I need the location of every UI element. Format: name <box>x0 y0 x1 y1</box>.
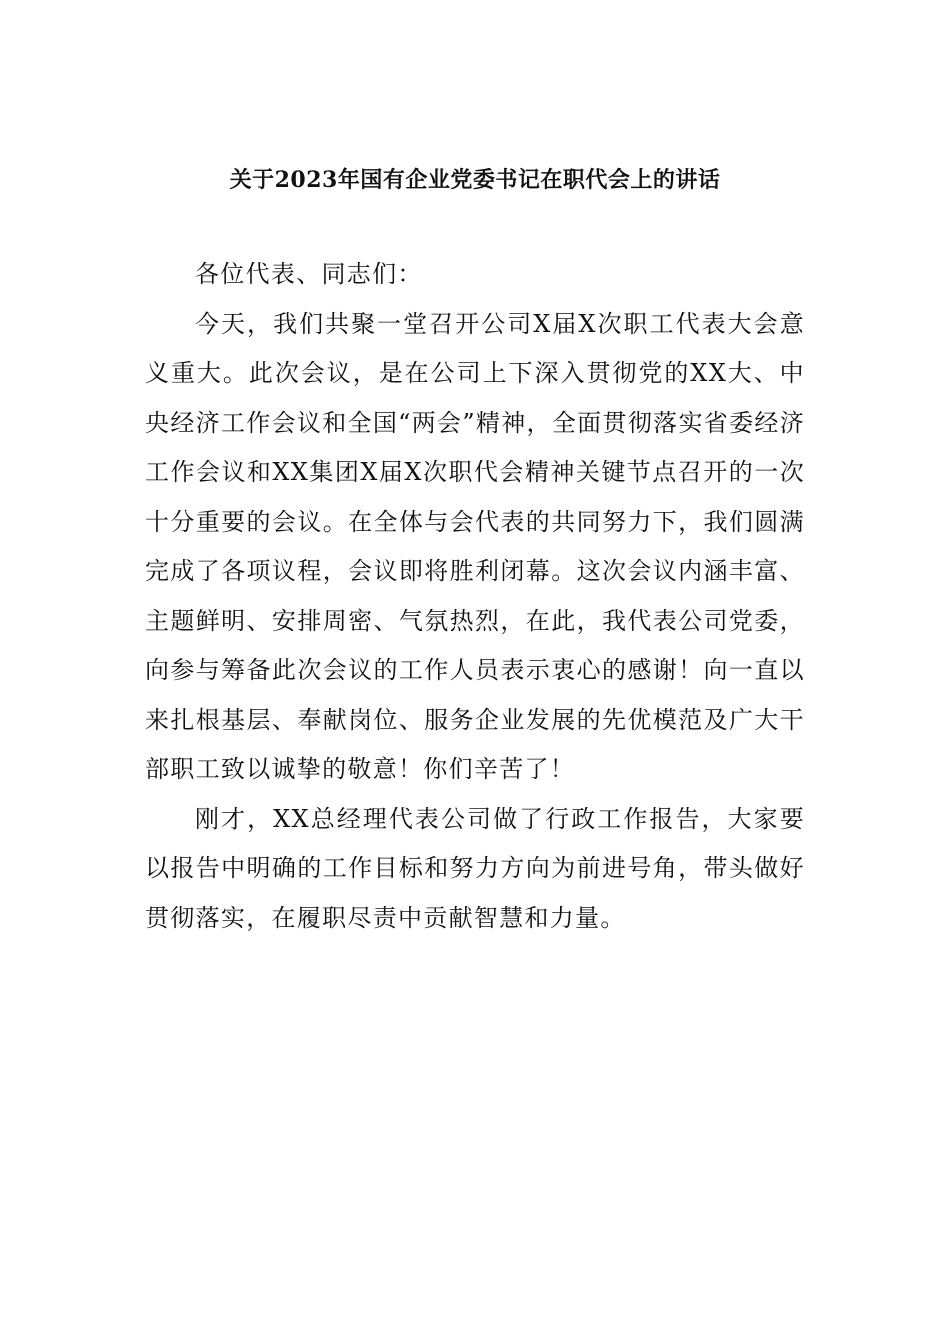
document-title: 关于2023年国有企业党委书记在职代会上的讲话 <box>229 167 721 193</box>
document-body <box>145 250 805 943</box>
paragraph-salutation: 各位代表、同志们： <box>195 260 423 288</box>
paragraph-opening: 今天，我们共聚一堂召开公司X届X次职工代表大会意义重大。此次会议，是在公司上下深入贯彻党的XX大、中央经济工作会议和全国“两会”精神，全面贯彻落实省委经济工作会议和XX集团X届X次职代会精神关键节点召开的一次十分重要的会议。在全体与会代表的共同努力下，我们圆满完成了各项议程，会议即将胜利闭幕。这次会议内涵丰富、主题鲜明、安排周密、气氛热烈，在此，我代表公司党委，向参与筹备此次会议的工作人员表示衷心的感谢！向一直以来扎根基层、奉献岗位、服务企业发展的先优模范及广大干部职工致以诚挚的敬意！你们辛苦了！ <box>145 309 805 783</box>
paragraph-report: 刚才，XX总经理代表公司做了行政工作报告，大家要以报告中明确的工作目标和努力方向为前进号角，带头做好贯彻落实，在履职尽责中贡献智慧和力量。 <box>145 804 805 932</box>
